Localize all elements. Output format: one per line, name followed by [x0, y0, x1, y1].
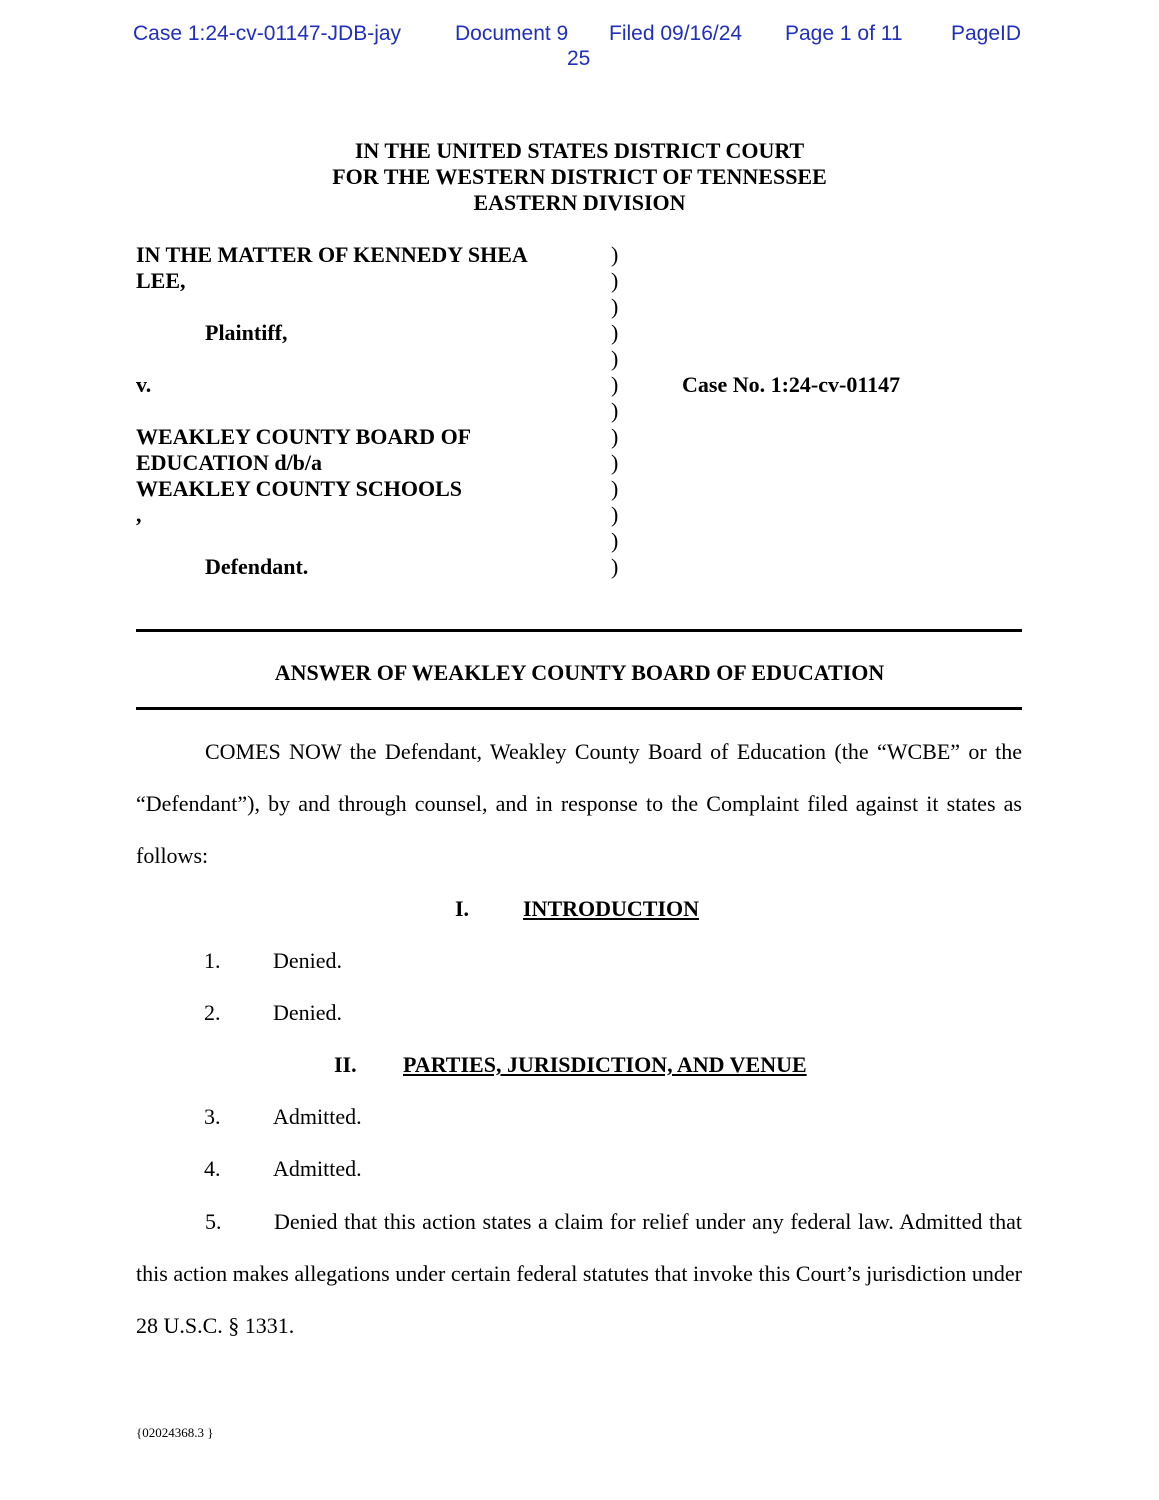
defendant-name-line-1: WEAKLEY COUNTY BOARD OF: [136, 424, 472, 449]
plaintiff-role: Plaintiff,: [205, 320, 288, 345]
item-number: 1.: [204, 948, 221, 973]
item-number: 5.: [205, 1209, 222, 1234]
ecf-pageid-label: PageID: [951, 22, 1022, 45]
plaintiff-name-line-1: IN THE MATTER OF KENNEDY SHEA: [136, 242, 528, 267]
caption-paren: ): [611, 528, 619, 553]
defendant-role: Defendant.: [205, 554, 309, 579]
title-rule-bottom: [136, 707, 1022, 710]
ecf-page-count: Page 1 of 11: [785, 22, 903, 45]
case-number: Case No. 1:24-cv-01147: [682, 372, 901, 397]
caption-paren: ): [611, 502, 619, 527]
section-number: I.: [455, 896, 470, 921]
item-text: Denied that this action states a claim for relief under any federal law. Admitted that this action makes allegations under certain federal statutes that invoke this Court’s jurisdiction under 28 U.S.C. § 1331.: [136, 1209, 1022, 1338]
court-line-3: EASTERN DIVISION: [473, 190, 686, 215]
item-text: Denied.: [273, 948, 343, 973]
item-number: 3.: [204, 1104, 221, 1129]
caption-parentheses: [611, 242, 618, 580]
court-heading: [0, 138, 1159, 216]
ecf-header: [0, 22, 1159, 70]
caption-paren: ): [611, 450, 619, 475]
item-text: Admitted.: [273, 1156, 362, 1181]
item-5-paragraph: [136, 1196, 1022, 1352]
defendant-name-line-3: WEAKLEY COUNTY SCHOOLS: [136, 476, 462, 501]
item-text: Denied.: [273, 1000, 343, 1025]
caption-paren: ): [611, 242, 619, 267]
document-footer-code: {02024368.3 }: [136, 1425, 214, 1440]
versus-label: v.: [136, 372, 152, 397]
plaintiff-name-line-2: LEE,: [136, 268, 186, 293]
caption-paren: ): [611, 372, 619, 397]
section-title: INTRODUCTION: [523, 896, 700, 921]
section-number: II.: [334, 1052, 357, 1077]
title-rule-top: [136, 629, 1022, 632]
court-line-1: IN THE UNITED STATES DISTRICT COURT: [354, 138, 805, 163]
ecf-case-number: Case 1:24-cv-01147-JDB-jay: [133, 22, 402, 45]
caption-paren: ): [611, 424, 619, 449]
ecf-document-number: Document 9: [455, 22, 569, 45]
ecf-pageid-number: 25: [567, 47, 591, 70]
caption-paren: ): [611, 476, 619, 501]
item-text: Admitted.: [273, 1104, 362, 1129]
ecf-filed-date: Filed 09/16/24: [609, 22, 743, 45]
caption-paren: ): [611, 398, 619, 423]
defendant-name-line-2: EDUCATION d/b/a: [136, 450, 323, 475]
item-number: 4.: [204, 1156, 221, 1181]
item-number: 2.: [204, 1000, 221, 1025]
caption-parties: [136, 242, 586, 580]
list-item: [136, 1196, 1022, 1352]
caption-paren: ): [611, 554, 619, 579]
court-line-2: FOR THE WESTERN DISTRICT OF TENNESSEE: [332, 164, 827, 189]
caption-paren: ): [611, 346, 619, 371]
intro-paragraph: COMES NOW the Defendant, Weakley County Board of Education (the “WCBE” or the “Defendant”), by and through counsel, and in response to the Complaint filed against it states as follows:: [136, 739, 1022, 868]
intro-paragraph-block: [136, 726, 1022, 882]
defendant-name-line-4: ,: [136, 502, 142, 527]
section-title: PARTIES, JURISDICTION, AND VENUE: [403, 1052, 807, 1077]
caption-paren: ): [611, 268, 619, 293]
caption-paren: ): [611, 294, 619, 319]
caption-paren: ): [611, 320, 619, 345]
document-title: ANSWER OF WEAKLEY COUNTY BOARD OF EDUCATION: [274, 660, 885, 685]
